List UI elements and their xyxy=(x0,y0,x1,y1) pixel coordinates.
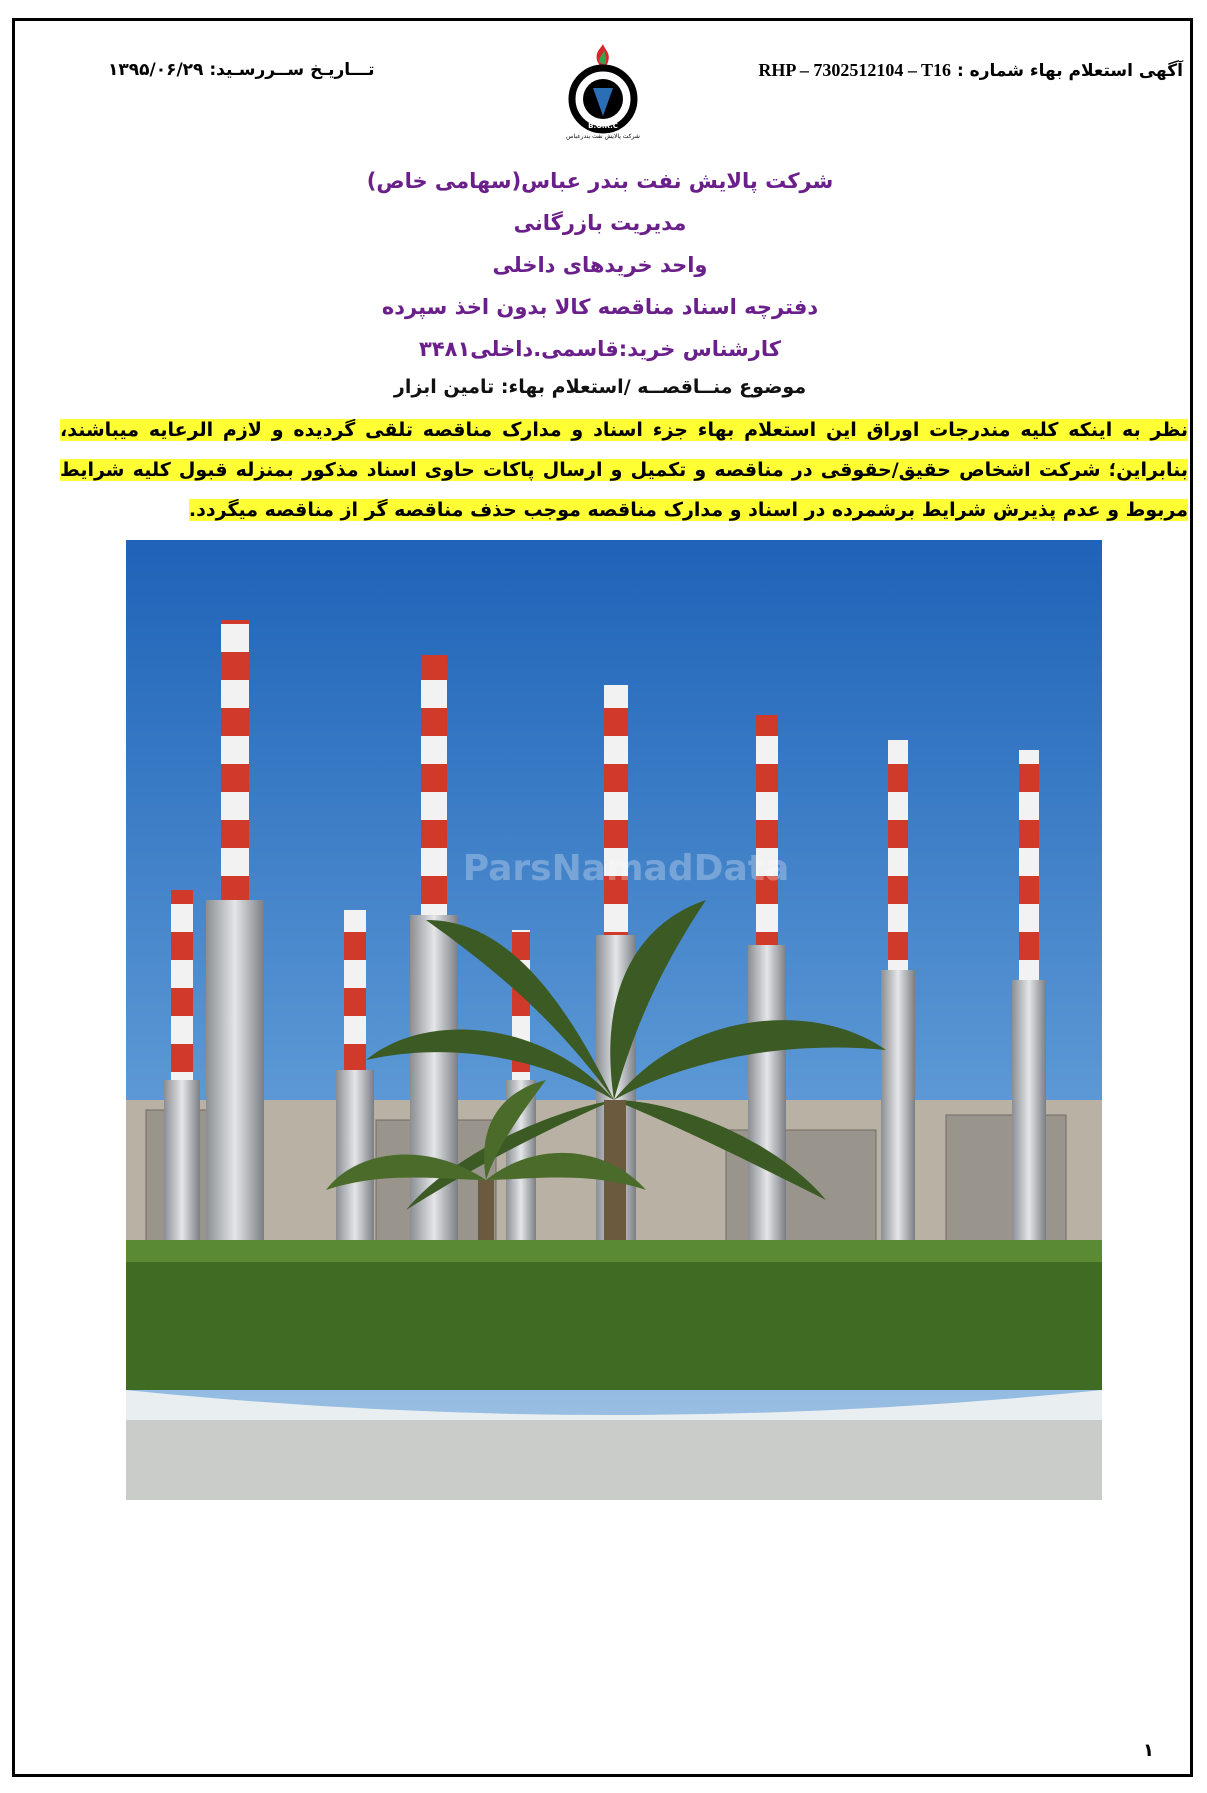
watermark-text: ParsNamadData xyxy=(462,848,790,889)
purchase-expert: کارشناس خرید:قاسمی.داخلی۳۴۸۱ xyxy=(419,337,781,361)
title-block xyxy=(300,160,900,370)
notice-paragraph xyxy=(60,410,1188,530)
page-number: ۱ xyxy=(1143,1740,1154,1761)
department-name: مدیریت بازرگانی xyxy=(513,211,687,235)
company-name: شرکت پالایش نفت بندر عباس(سهامی خاص) xyxy=(366,169,834,193)
svg-text:شرکت پالایش نفت بندرعباس: شرکت پالایش نفت بندرعباس xyxy=(566,133,640,140)
tender-subject: موضوع منــاقصــه /استعلام بهاء: تامین ابزار xyxy=(393,376,807,398)
notice-text: نظر به اینکه کلیه مندرجات اوراق این استعلام بهاء جزء اسناد و مدارک مناقصه تلقی گردیده و لازم الرعایه میباشند، بنابراین؛ شرکت اشخاص حقیق/حقوقی در مناقصه و تکمیل و ارسال پاکات حاوی اسناد مذکور بمنزله قبول کلیه شرایط مربوط و عدم پذیرش شرایط برشمرده در اسناد و مدارک مناقصه موجب حذف مناقصه گر از مناقصه میگردد. xyxy=(60,419,1188,521)
inquiry-number-header xyxy=(758,60,1183,81)
due-date-label: تـــاریـخ ســررسـید: xyxy=(209,60,375,80)
booklet-title: دفترچه اسناد مناقصه کالا بدون اخذ سپرده xyxy=(381,295,819,319)
inquiry-number: RHP – 7302512104 – T16 xyxy=(758,60,952,80)
due-date-header xyxy=(108,60,375,80)
svg-text:B.O.R.C: B.O.R.C xyxy=(588,122,618,130)
company-logo xyxy=(543,44,663,140)
inquiry-label: آگهی استعلام بهاء شماره : xyxy=(956,61,1183,81)
refinery-photo xyxy=(126,540,1102,1500)
unit-name: واحد خریدهای داخلی xyxy=(492,253,708,277)
due-date: ۱۳۹۵/۰۶/۲۹ xyxy=(108,60,204,80)
